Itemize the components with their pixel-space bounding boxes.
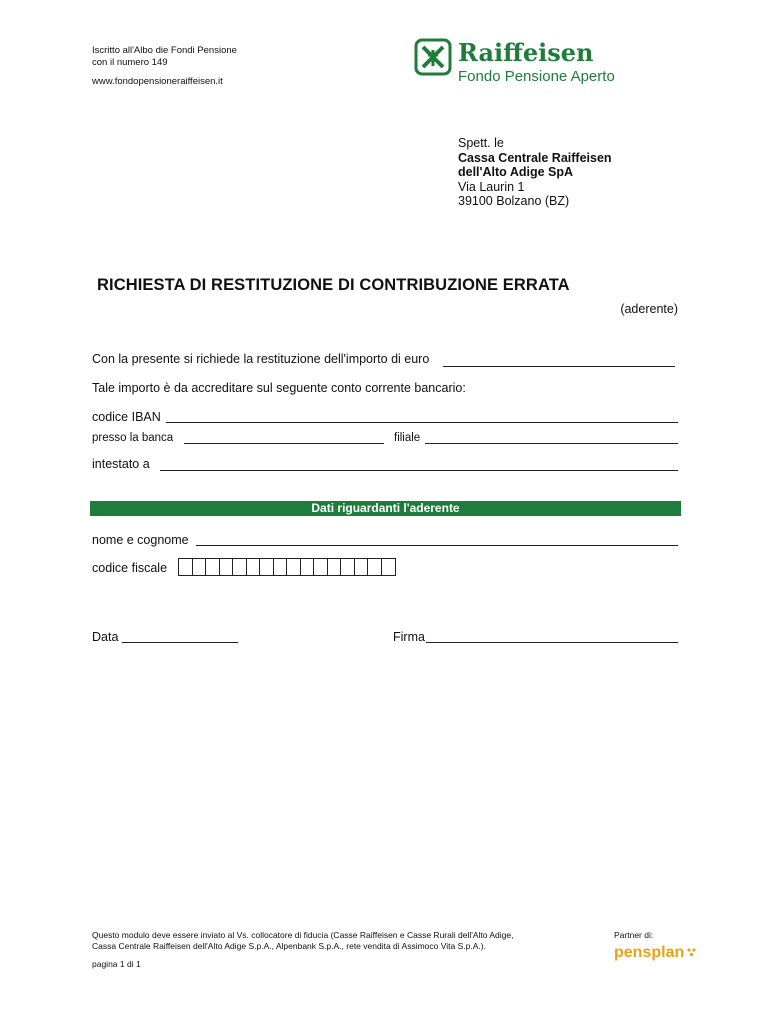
- iban-label: codice IBAN: [92, 410, 161, 424]
- section-banner: Dati riguardanti l'aderente: [90, 501, 681, 516]
- iban-field[interactable]: [166, 422, 678, 423]
- registry-info: [92, 45, 237, 88]
- brand-subtitle: Fondo Pensione Aperto: [458, 68, 615, 85]
- partner-name: pensplan: [614, 944, 685, 961]
- partner-mark-icon: [686, 947, 698, 959]
- tax-code-cell[interactable]: [220, 559, 234, 575]
- holder-field[interactable]: [160, 470, 678, 471]
- tax-code-cell[interactable]: [206, 559, 220, 575]
- bank-label: presso la banca: [92, 432, 174, 444]
- recipient-address: [458, 136, 612, 209]
- signature-field[interactable]: [426, 642, 678, 643]
- city: 39100 Bolzano (BZ): [458, 194, 570, 208]
- branch-label: filiale: [394, 432, 421, 444]
- tax-code-cell[interactable]: [179, 559, 193, 575]
- partner-label: Partner di:: [614, 930, 654, 940]
- tax-code-cell[interactable]: [314, 559, 328, 575]
- tax-code-cell[interactable]: [193, 559, 207, 575]
- footer-note-line-1: Questo modulo deve essere inviato al Vs. collocatore di fiducia (Casse Raiffeisen e Casse Rurali dell'Alto Adige,: [92, 930, 514, 940]
- name-label: nome e cognome: [92, 533, 189, 547]
- street: Via Laurin 1: [458, 179, 525, 194]
- page-info: pagina 1 di 1: [92, 959, 141, 969]
- tax-code-cell[interactable]: [287, 559, 301, 575]
- tax-code-cell[interactable]: [341, 559, 355, 575]
- amount-field[interactable]: [443, 366, 675, 367]
- tax-code-cell[interactable]: [328, 559, 342, 575]
- registry-line-1: Iscritto all'Albo die Fondi Pensione: [92, 45, 237, 56]
- request-text: Con la presente si richiede la restituzione dell'importo di euro: [92, 352, 430, 366]
- footer-note-line-2: Cassa Centrale Raiffeisen dell'Alto Adige S.p.A., Alpenbank S.p.A., rete vendita di Assimoco Vita S.p.A.).: [92, 941, 486, 951]
- signature-label: Firma: [393, 630, 425, 644]
- form-subtitle: (aderente): [620, 302, 678, 316]
- tax-code-label: codice fiscale: [92, 561, 168, 575]
- bank-field[interactable]: [184, 443, 384, 444]
- website-link[interactable]: www.fondopensioneraiffeisen.it: [92, 76, 223, 87]
- holder-label: intestato a: [92, 457, 150, 471]
- tax-code-cell[interactable]: [382, 559, 396, 575]
- company-line-1: Cassa Centrale Raiffeisen: [458, 150, 612, 165]
- partner-logo: [614, 944, 698, 962]
- registry-line-2: con il numero 149: [92, 57, 168, 68]
- tax-code-boxes[interactable]: [178, 558, 396, 576]
- branch-field[interactable]: [425, 443, 678, 444]
- tax-code-cell[interactable]: [274, 559, 288, 575]
- date-field[interactable]: [122, 642, 238, 643]
- company-line-2: dell'Alto Adige SpA: [458, 165, 574, 179]
- tax-code-cell[interactable]: [355, 559, 369, 575]
- name-field[interactable]: [196, 545, 678, 546]
- raiffeisen-logo: [414, 38, 452, 81]
- tax-code-cell[interactable]: [233, 559, 247, 575]
- salutation: Spett. le: [458, 136, 504, 150]
- date-label: Data: [92, 630, 119, 644]
- footer-note: [92, 930, 514, 952]
- tax-code-cell[interactable]: [368, 559, 382, 575]
- form-title: RICHIESTA DI RESTITUZIONE DI CONTRIBUZIONE ERRATA: [97, 276, 570, 294]
- gable-cross-icon: [414, 38, 452, 76]
- brand-name: Raiffeisen: [458, 38, 594, 67]
- tax-code-cell[interactable]: [247, 559, 261, 575]
- account-text: Tale importo è da accreditare sul seguente conto corrente bancario:: [92, 381, 466, 395]
- tax-code-cell[interactable]: [301, 559, 315, 575]
- tax-code-cell[interactable]: [260, 559, 274, 575]
